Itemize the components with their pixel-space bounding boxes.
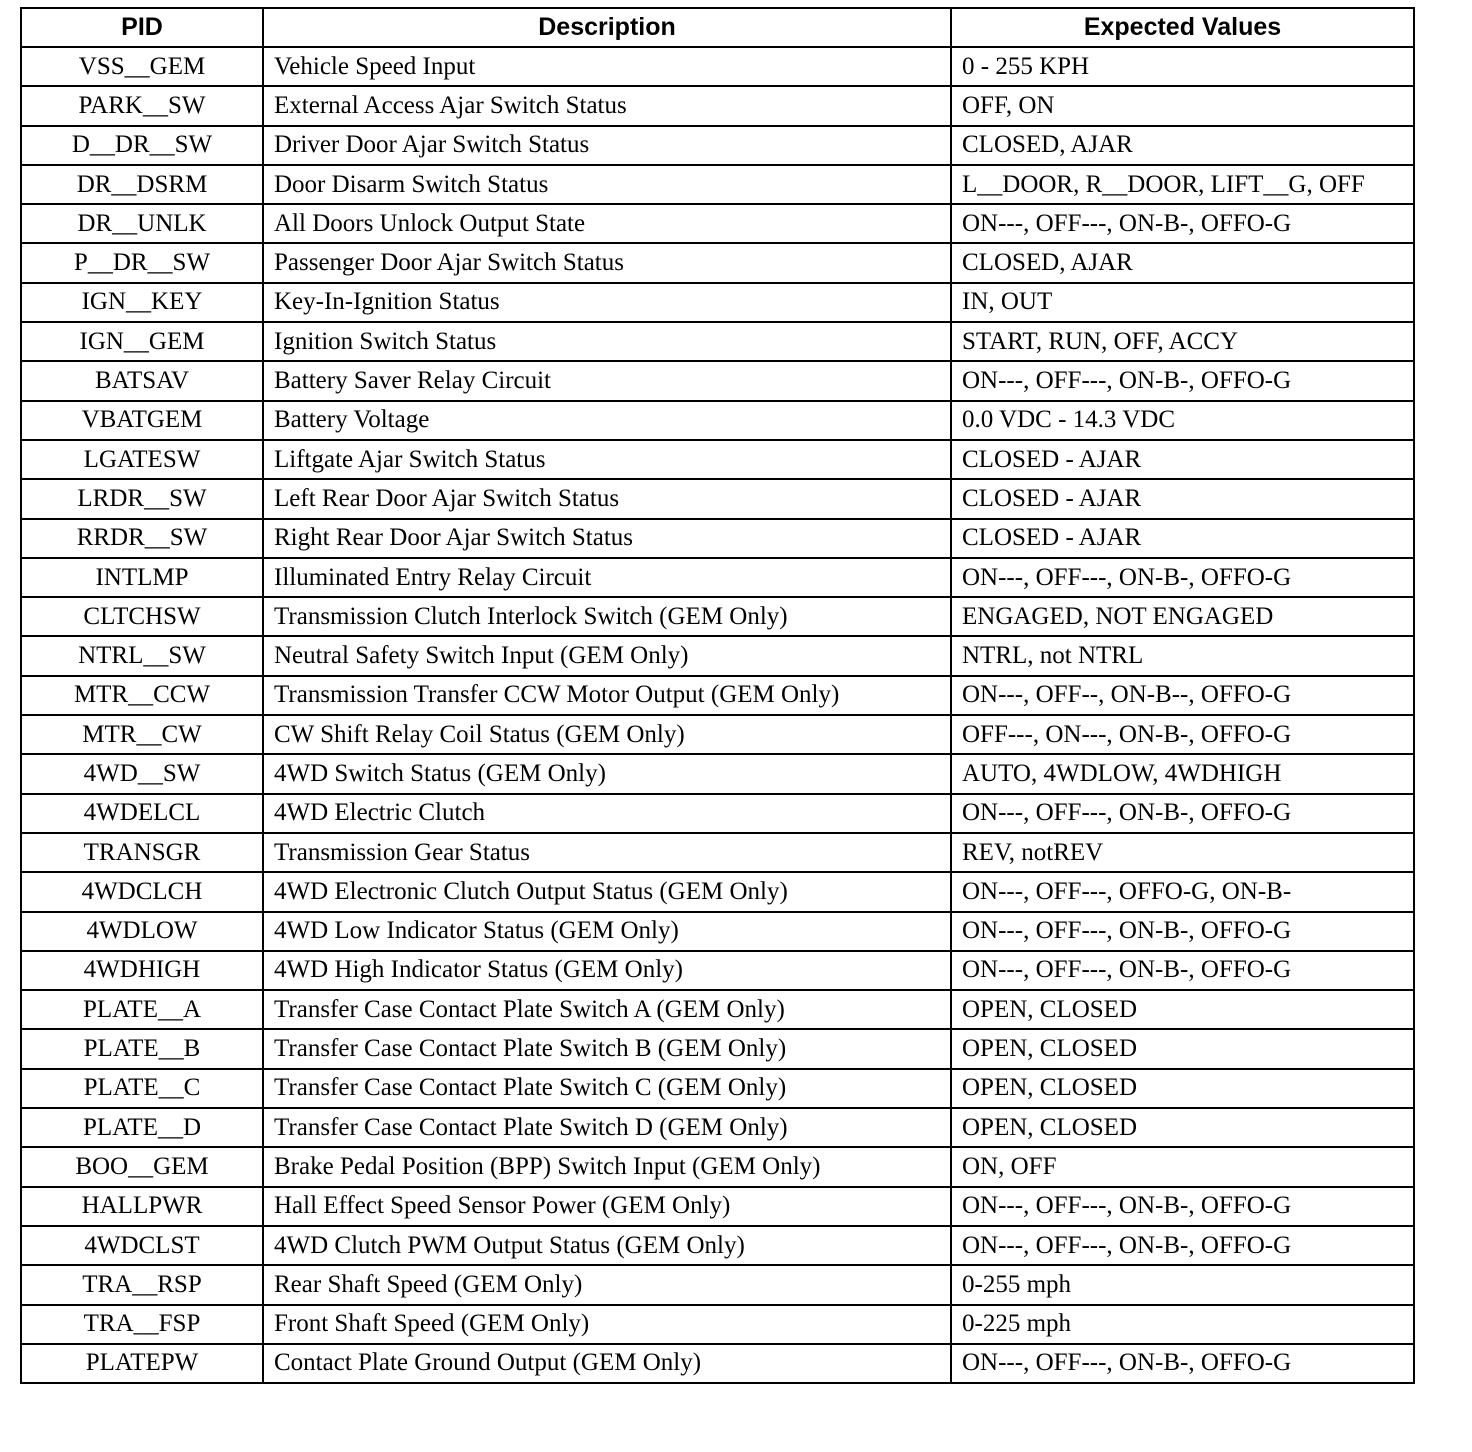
pid-cell: IGN__GEM bbox=[21, 322, 263, 361]
table-row bbox=[21, 86, 1414, 125]
pid-cell: PARK__SW bbox=[21, 86, 263, 125]
description-cell: Front Shaft Speed (GEM Only) bbox=[263, 1305, 951, 1344]
pid-cell: CLTCHSW bbox=[21, 597, 263, 636]
header-row bbox=[21, 8, 1414, 47]
table-row bbox=[21, 754, 1414, 793]
table-row bbox=[21, 833, 1414, 872]
pid-cell: TRA__FSP bbox=[21, 1305, 263, 1344]
description-cell: Neutral Safety Switch Input (GEM Only) bbox=[263, 636, 951, 675]
pid-cell: LGATESW bbox=[21, 440, 263, 479]
table-row bbox=[21, 47, 1414, 86]
table-row bbox=[21, 990, 1414, 1029]
table-row bbox=[21, 165, 1414, 204]
expected-value-cell: OFF, ON bbox=[951, 86, 1414, 125]
description-cell: Door Disarm Switch Status bbox=[263, 165, 951, 204]
description-cell: Driver Door Ajar Switch Status bbox=[263, 126, 951, 165]
expected-value-cell: AUTO, 4WDLOW, 4WDHIGH bbox=[951, 754, 1414, 793]
description-cell: External Access Ajar Switch Status bbox=[263, 86, 951, 125]
pid-cell: MTR__CW bbox=[21, 715, 263, 754]
description-cell: Battery Voltage bbox=[263, 401, 951, 440]
pid-cell: 4WDLOW bbox=[21, 912, 263, 951]
table-row bbox=[21, 1344, 1414, 1383]
pid-table bbox=[20, 7, 1415, 1384]
pid-cell: 4WDCLCH bbox=[21, 872, 263, 911]
pid-cell: 4WDCLST bbox=[21, 1226, 263, 1265]
pid-cell: VSS__GEM bbox=[21, 47, 263, 86]
table-row bbox=[21, 519, 1414, 558]
expected-value-cell: REV, notREV bbox=[951, 833, 1414, 872]
table-row bbox=[21, 558, 1414, 597]
table-row bbox=[21, 1108, 1414, 1147]
table-row bbox=[21, 1187, 1414, 1226]
expected-value-cell: 0 - 255 KPH bbox=[951, 47, 1414, 86]
description-cell: 4WD Clutch PWM Output Status (GEM Only) bbox=[263, 1226, 951, 1265]
table-row bbox=[21, 361, 1414, 400]
table-row bbox=[21, 1147, 1414, 1186]
expected-value-cell: OPEN, CLOSED bbox=[951, 1069, 1414, 1108]
expected-value-cell: ON---, OFF---, ON-B-, OFFO-G bbox=[951, 794, 1414, 833]
header-expected-values: Expected Values bbox=[951, 8, 1414, 47]
expected-value-cell: 0-255 mph bbox=[951, 1265, 1414, 1304]
expected-value-cell: ON---, OFF---, ON-B-, OFFO-G bbox=[951, 1187, 1414, 1226]
header-description: Description bbox=[263, 8, 951, 47]
table-row bbox=[21, 479, 1414, 518]
pid-cell: PLATEPW bbox=[21, 1344, 263, 1383]
table-row bbox=[21, 322, 1414, 361]
expected-value-cell: ON---, OFF---, OFFO-G, ON-B- bbox=[951, 872, 1414, 911]
pid-cell: PLATE__B bbox=[21, 1029, 263, 1068]
description-cell: Illuminated Entry Relay Circuit bbox=[263, 558, 951, 597]
description-cell: 4WD Electronic Clutch Output Status (GEM Only) bbox=[263, 872, 951, 911]
table-row bbox=[21, 401, 1414, 440]
expected-value-cell: ON---, OFF---, ON-B-, OFFO-G bbox=[951, 558, 1414, 597]
expected-value-cell: OPEN, CLOSED bbox=[951, 990, 1414, 1029]
expected-value-cell: ON---, OFF---, ON-B-, OFFO-G bbox=[951, 951, 1414, 990]
description-cell: Contact Plate Ground Output (GEM Only) bbox=[263, 1344, 951, 1383]
description-cell: Transfer Case Contact Plate Switch B (GEM Only) bbox=[263, 1029, 951, 1068]
table-row bbox=[21, 636, 1414, 675]
table-row bbox=[21, 1029, 1414, 1068]
table-row bbox=[21, 1226, 1414, 1265]
table-row bbox=[21, 243, 1414, 282]
pid-cell: P__DR__SW bbox=[21, 243, 263, 282]
header-pid: PID bbox=[21, 8, 263, 47]
expected-value-cell: CLOSED, AJAR bbox=[951, 243, 1414, 282]
description-cell: 4WD High Indicator Status (GEM Only) bbox=[263, 951, 951, 990]
pid-cell: DR__UNLK bbox=[21, 204, 263, 243]
expected-value-cell: CLOSED, AJAR bbox=[951, 126, 1414, 165]
description-cell: 4WD Electric Clutch bbox=[263, 794, 951, 833]
description-cell: Passenger Door Ajar Switch Status bbox=[263, 243, 951, 282]
expected-value-cell: CLOSED - AJAR bbox=[951, 479, 1414, 518]
pid-cell: PLATE__C bbox=[21, 1069, 263, 1108]
table-row bbox=[21, 283, 1414, 322]
table-row bbox=[21, 204, 1414, 243]
table-row bbox=[21, 597, 1414, 636]
pid-cell: LRDR__SW bbox=[21, 479, 263, 518]
table-row bbox=[21, 715, 1414, 754]
pid-cell: RRDR__SW bbox=[21, 519, 263, 558]
expected-value-cell: START, RUN, OFF, ACCY bbox=[951, 322, 1414, 361]
expected-value-cell: ON---, OFF---, ON-B-, OFFO-G bbox=[951, 1226, 1414, 1265]
pid-cell: 4WD__SW bbox=[21, 754, 263, 793]
table-row bbox=[21, 1305, 1414, 1344]
table-body bbox=[21, 47, 1414, 1383]
expected-value-cell: ON---, OFF--, ON-B--, OFFO-G bbox=[951, 676, 1414, 715]
expected-value-cell: CLOSED - AJAR bbox=[951, 440, 1414, 479]
table-header bbox=[21, 8, 1414, 47]
table-row bbox=[21, 951, 1414, 990]
description-cell: Battery Saver Relay Circuit bbox=[263, 361, 951, 400]
description-cell: Transfer Case Contact Plate Switch C (GEM Only) bbox=[263, 1069, 951, 1108]
description-cell: Ignition Switch Status bbox=[263, 322, 951, 361]
description-cell: Left Rear Door Ajar Switch Status bbox=[263, 479, 951, 518]
table-row bbox=[21, 794, 1414, 833]
pid-cell: NTRL__SW bbox=[21, 636, 263, 675]
pid-cell: TRA__RSP bbox=[21, 1265, 263, 1304]
description-cell: Rear Shaft Speed (GEM Only) bbox=[263, 1265, 951, 1304]
table-row bbox=[21, 1265, 1414, 1304]
expected-value-cell: OPEN, CLOSED bbox=[951, 1108, 1414, 1147]
pid-cell: D__DR__SW bbox=[21, 126, 263, 165]
pid-cell: BOO__GEM bbox=[21, 1147, 263, 1186]
pid-cell: MTR__CCW bbox=[21, 676, 263, 715]
expected-value-cell: ON---, OFF---, ON-B-, OFFO-G bbox=[951, 1344, 1414, 1383]
expected-value-cell: CLOSED - AJAR bbox=[951, 519, 1414, 558]
description-cell: All Doors Unlock Output State bbox=[263, 204, 951, 243]
description-cell: Right Rear Door Ajar Switch Status bbox=[263, 519, 951, 558]
pid-cell: PLATE__A bbox=[21, 990, 263, 1029]
expected-value-cell: IN, OUT bbox=[951, 283, 1414, 322]
expected-value-cell: ON, OFF bbox=[951, 1147, 1414, 1186]
description-cell: Brake Pedal Position (BPP) Switch Input (GEM Only) bbox=[263, 1147, 951, 1186]
table-row bbox=[21, 1069, 1414, 1108]
pid-cell: TRANSGR bbox=[21, 833, 263, 872]
description-cell: CW Shift Relay Coil Status (GEM Only) bbox=[263, 715, 951, 754]
pid-cell: INTLMP bbox=[21, 558, 263, 597]
pid-cell: DR__DSRM bbox=[21, 165, 263, 204]
table-row bbox=[21, 126, 1414, 165]
description-cell: Vehicle Speed Input bbox=[263, 47, 951, 86]
description-cell: Key-In-Ignition Status bbox=[263, 283, 951, 322]
description-cell: Transmission Clutch Interlock Switch (GEM Only) bbox=[263, 597, 951, 636]
expected-value-cell: OPEN, CLOSED bbox=[951, 1029, 1414, 1068]
pid-cell: VBATGEM bbox=[21, 401, 263, 440]
expected-value-cell: L__DOOR, R__DOOR, LIFT__G, OFF bbox=[951, 165, 1414, 204]
expected-value-cell: NTRL, not NTRL bbox=[951, 636, 1414, 675]
description-cell: Liftgate Ajar Switch Status bbox=[263, 440, 951, 479]
description-cell: 4WD Low Indicator Status (GEM Only) bbox=[263, 912, 951, 951]
description-cell: Transfer Case Contact Plate Switch D (GEM Only) bbox=[263, 1108, 951, 1147]
pid-cell: 4WDELCL bbox=[21, 794, 263, 833]
description-cell: Hall Effect Speed Sensor Power (GEM Only) bbox=[263, 1187, 951, 1226]
table-row bbox=[21, 912, 1414, 951]
pid-cell: HALLPWR bbox=[21, 1187, 263, 1226]
description-cell: Transfer Case Contact Plate Switch A (GEM Only) bbox=[263, 990, 951, 1029]
expected-value-cell: ENGAGED, NOT ENGAGED bbox=[951, 597, 1414, 636]
expected-value-cell: 0-225 mph bbox=[951, 1305, 1414, 1344]
pid-cell: PLATE__D bbox=[21, 1108, 263, 1147]
pid-cell: IGN__KEY bbox=[21, 283, 263, 322]
table-row bbox=[21, 676, 1414, 715]
pid-cell: BATSAV bbox=[21, 361, 263, 400]
table-row bbox=[21, 872, 1414, 911]
expected-value-cell: ON---, OFF---, ON-B-, OFFO-G bbox=[951, 204, 1414, 243]
expected-value-cell: ON---, OFF---, ON-B-, OFFO-G bbox=[951, 912, 1414, 951]
pid-cell: 4WDHIGH bbox=[21, 951, 263, 990]
expected-value-cell: 0.0 VDC - 14.3 VDC bbox=[951, 401, 1414, 440]
description-cell: Transmission Gear Status bbox=[263, 833, 951, 872]
expected-value-cell: OFF---, ON---, ON-B-, OFFO-G bbox=[951, 715, 1414, 754]
description-cell: 4WD Switch Status (GEM Only) bbox=[263, 754, 951, 793]
expected-value-cell: ON---, OFF---, ON-B-, OFFO-G bbox=[951, 361, 1414, 400]
description-cell: Transmission Transfer CCW Motor Output (GEM Only) bbox=[263, 676, 951, 715]
table-row bbox=[21, 440, 1414, 479]
